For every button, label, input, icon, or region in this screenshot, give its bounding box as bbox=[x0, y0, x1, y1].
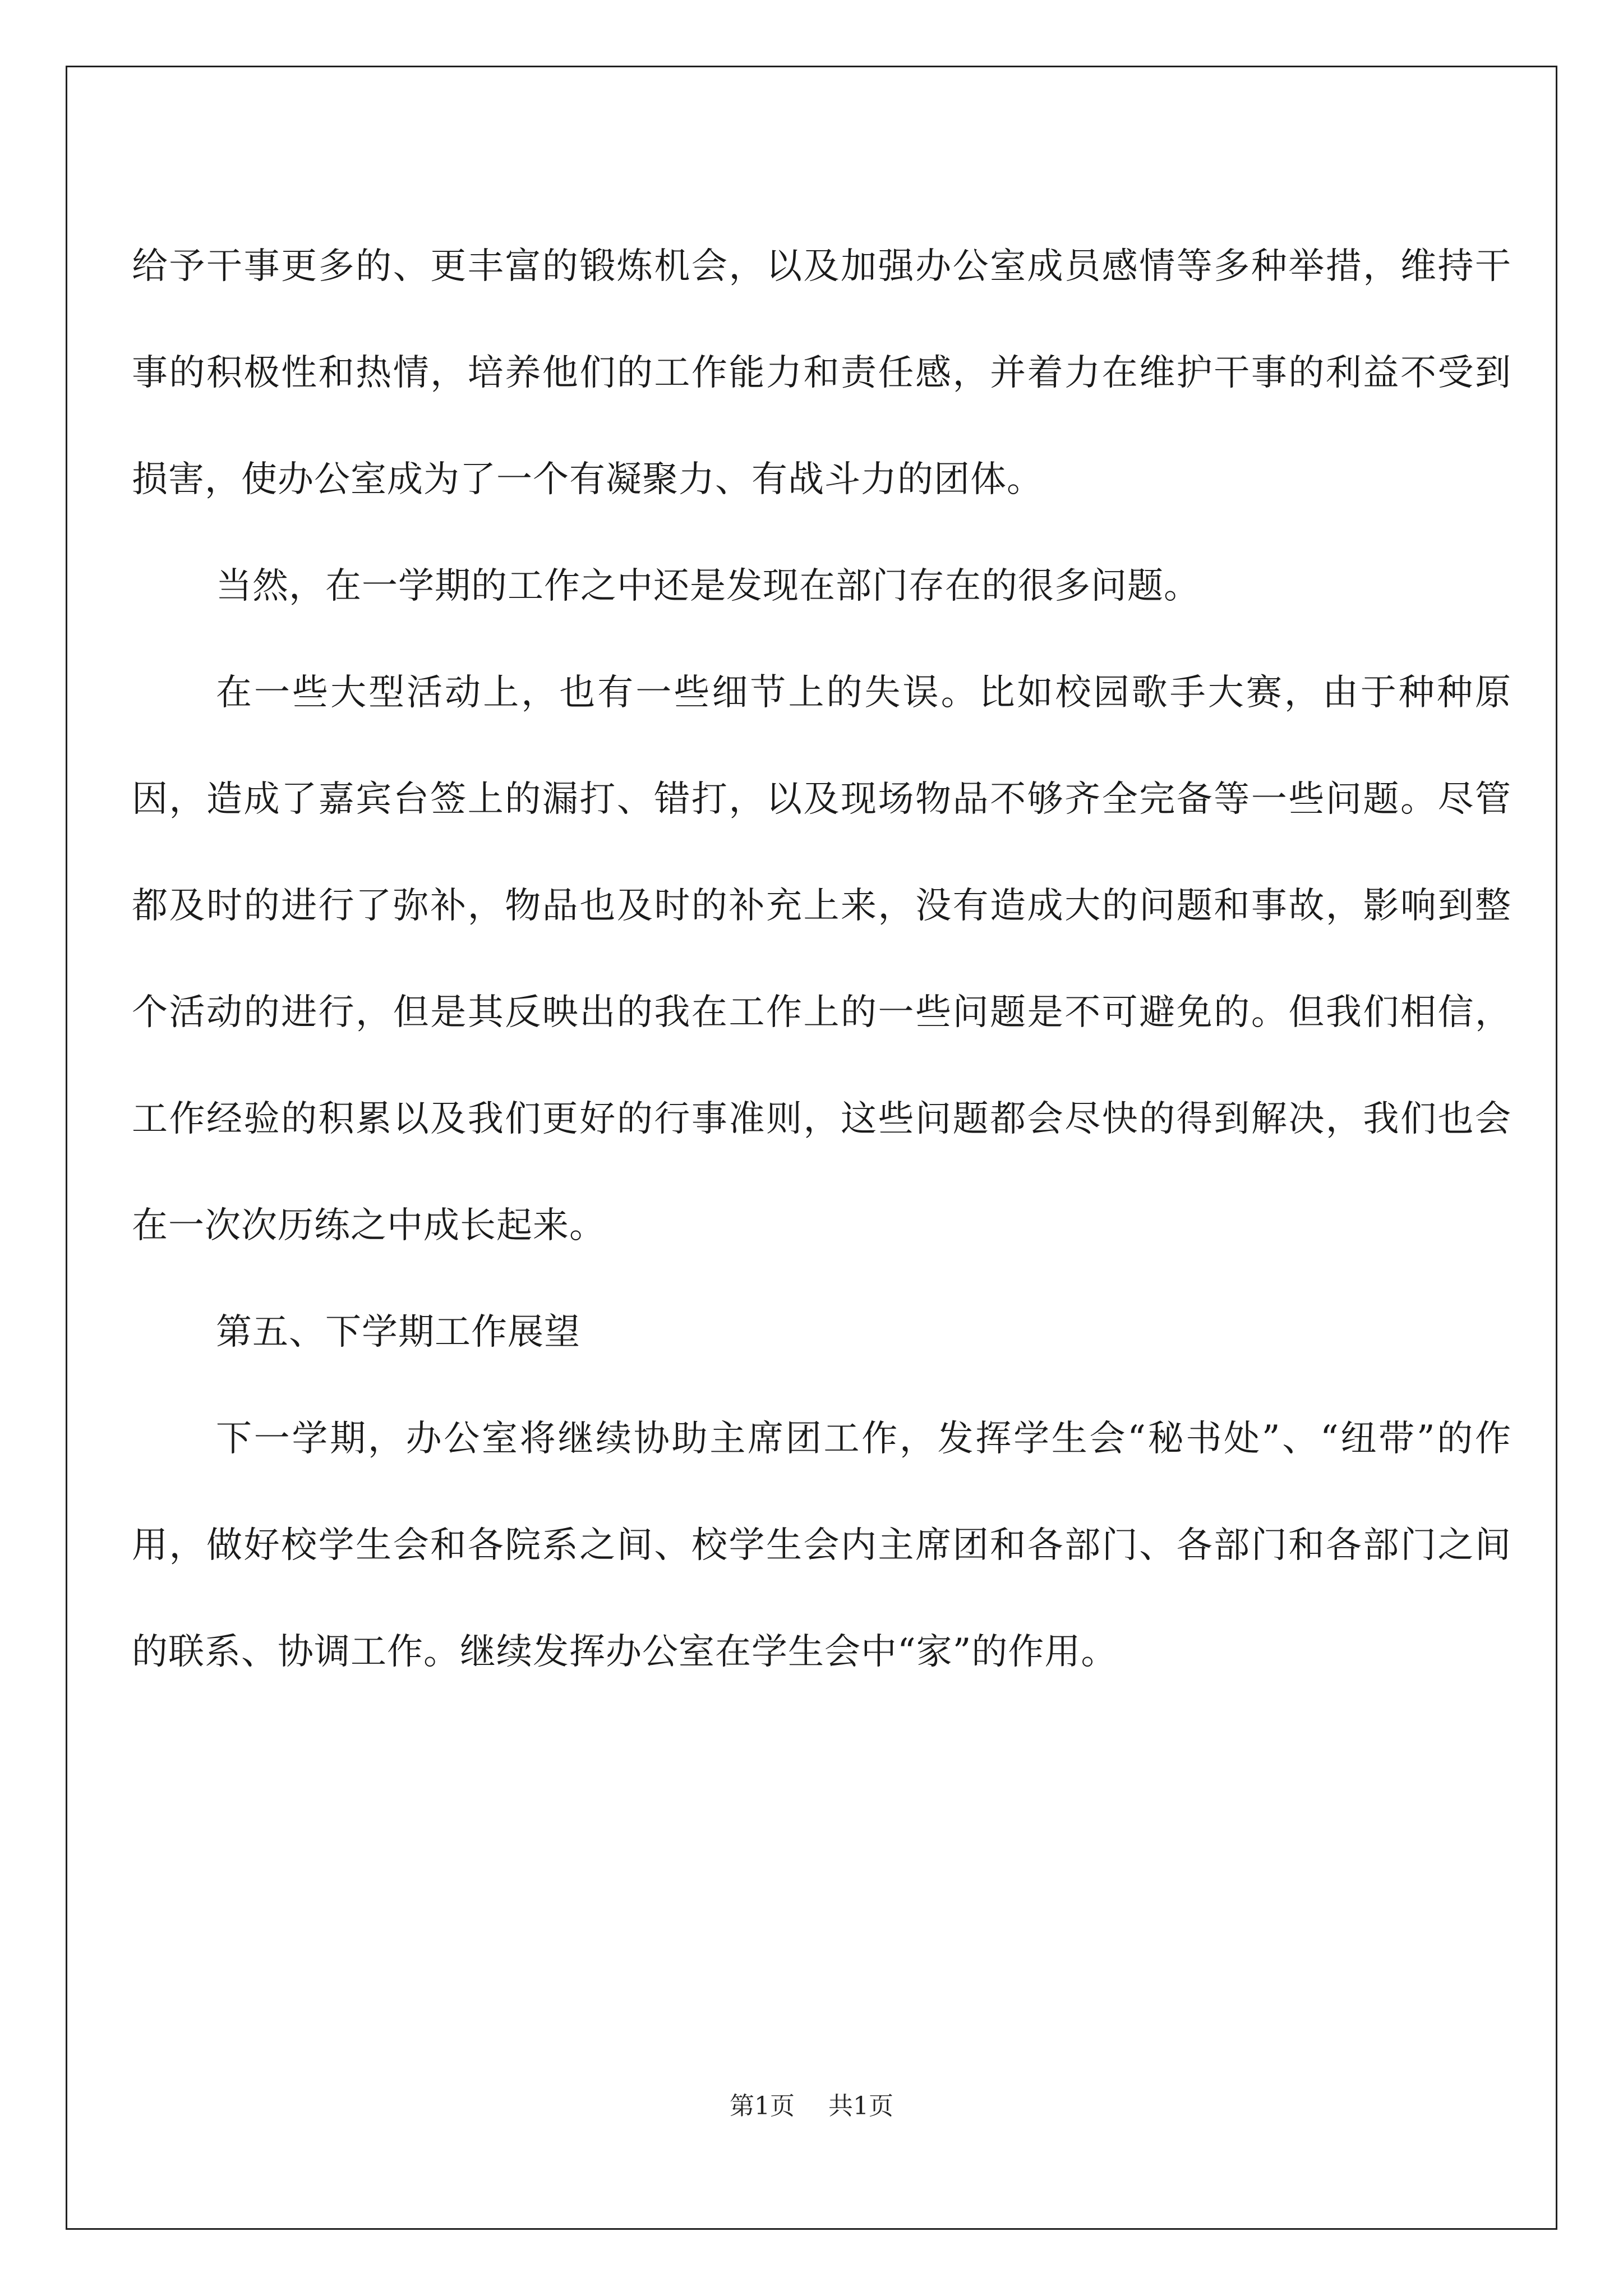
section-heading: 第五、下学期工作展望 bbox=[216, 1312, 580, 1353]
paragraph: 当然，在一学期的工作之中还是发现在部门存在的很多问题。 bbox=[216, 565, 1200, 607]
paragraph: 给予干事更多的、更丰富的锻炼机会，以及加强办公室成员感情等多种举措，维持干事的积极性和热情，培养他们的工作能力和责任感，并着力在维护干事的利益不受到损害，使办公室成为了一个有凝聚力、有战斗力的团体。 bbox=[132, 246, 1511, 500]
paragraph: 下一学期，办公室将继续协助主席团工作，发挥学生会“秘书处”、“纽带”的作用，做好校学生会和各院系之间、校学生会内主席团和各部门、各部门和各部门之间的联系、协调工作。继续发挥办公室在学生会中“家”的作用。 bbox=[132, 1418, 1511, 1673]
paragraph: 在一些大型活动上，也有一些细节上的失误。比如校园歌手大赛，由于种种原因，造成了嘉宾台签上的漏打、错打，以及现场物品不够齐全完备等一些问题。尽管都及时的进行了弥补，物品也及时的补充上来，没有造成大的问题和事故，影响到整个活动的进行，但是其反映出的我在工作上的一些问题是不可避免的。但我们相信，工作经验的积累以及我们更好的行事准则，这些问题都会尽快的得到解决，我们也会在一次次历练之中成长起来。 bbox=[132, 672, 1511, 1246]
document-body bbox=[132, 213, 1511, 1705]
page-footer bbox=[0, 2086, 1623, 2122]
page-number: 第1页 bbox=[730, 2092, 795, 2120]
page-total: 共1页 bbox=[828, 2092, 893, 2120]
